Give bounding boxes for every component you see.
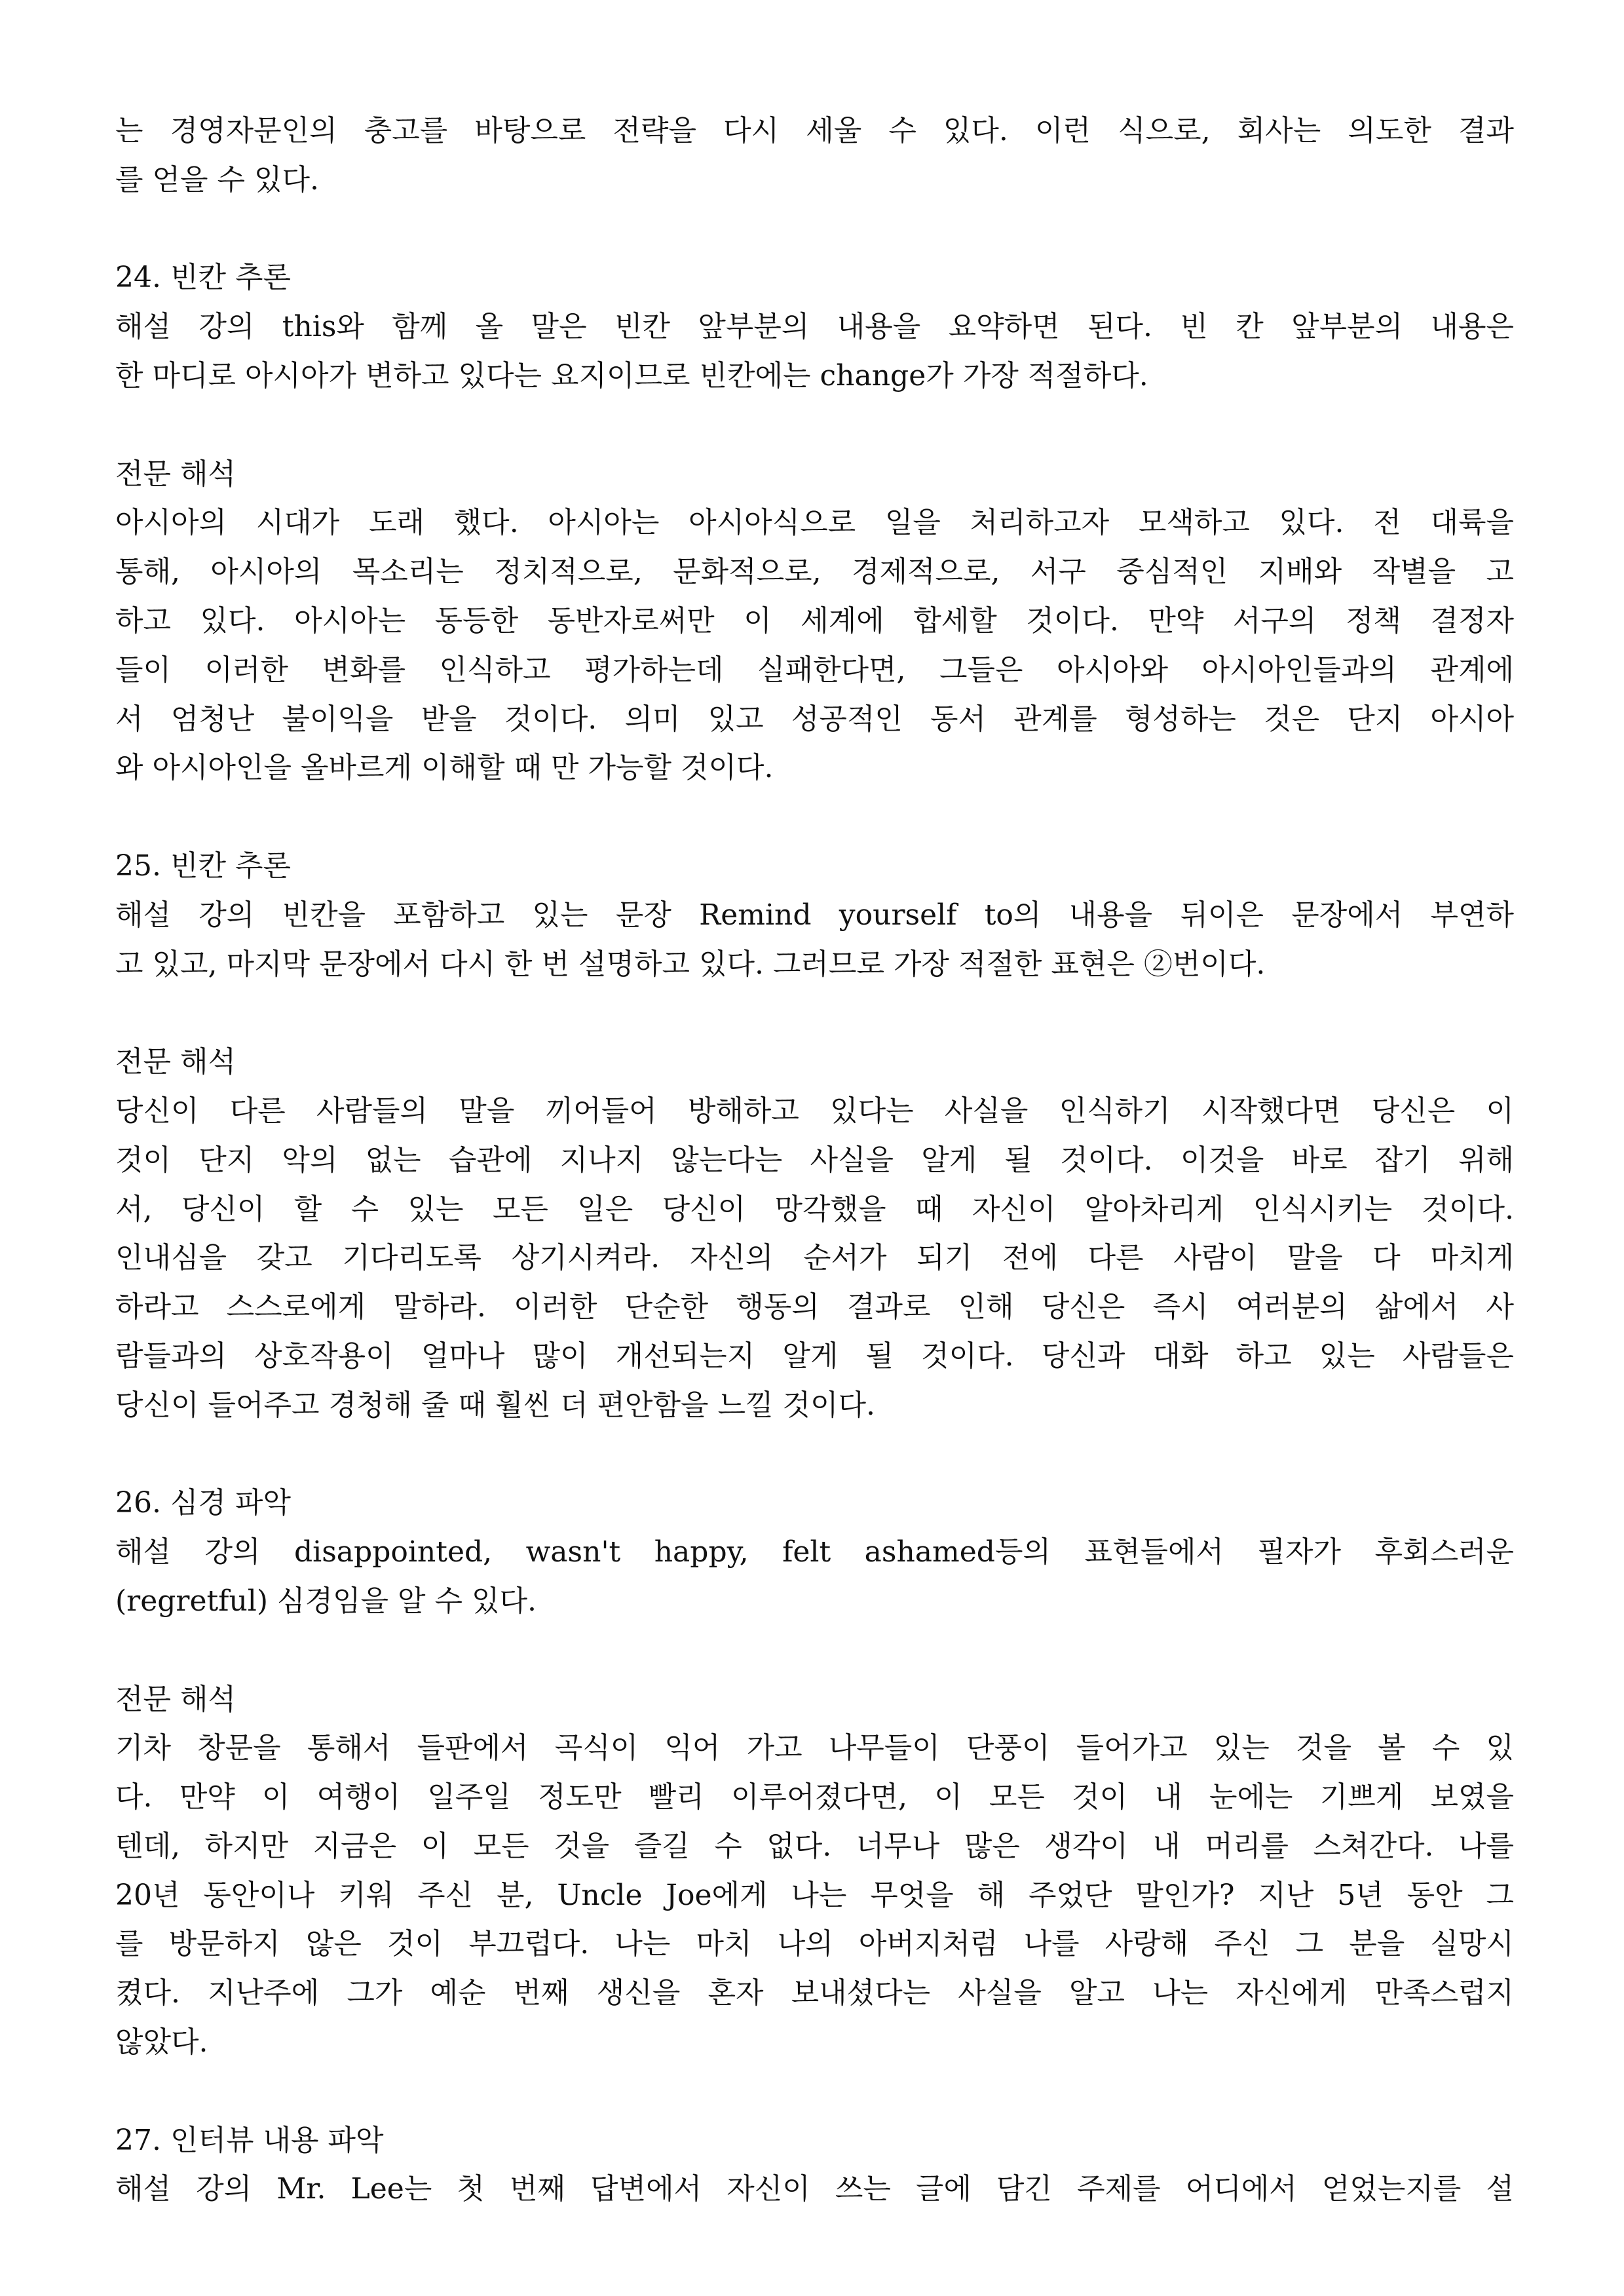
q26-translation-line-5: 를 방문하지 않은 것이 부끄럽다. 나는 마치 나의 아버지처럼 나를 사랑해 주신 그 분을 실망시	[115, 1927, 1514, 1961]
q25-title: 25. 빈칸 추론	[115, 849, 291, 883]
q25-translation-line-6: 람들과의 상호작용이 얼마나 많이 개선되는지 알게 될 것이다. 당신과 대화 하고 있는 사람들은	[115, 1339, 1514, 1373]
paragraph-gap	[115, 2067, 1514, 2116]
q26-translation-line-3: 텐데, 하지만 지금은 이 모든 것을 즐길 수 없다. 너무나 많은 생각이 내 머리를 스쳐간다. 나를	[115, 1829, 1514, 1863]
q24-translation-title: 전문 해석	[115, 457, 236, 491]
paragraph-gap	[115, 1626, 1514, 1675]
q25-translation-line-4: 인내심을 갖고 기다리도록 상기시켜라. 자신의 순서가 되기 전에 다른 사람이 말을 다 마치게	[115, 1241, 1514, 1275]
q26-translation-line-7: 않았다.	[115, 2025, 208, 2059]
q24-title: 24. 빈칸 추론	[115, 261, 291, 295]
q25-translation-line-1: 당신이 다른 사람들의 말을 끼어들어 방해하고 있다는 사실을 인식하기 시작했다면 당신은 이	[115, 1094, 1514, 1128]
q24-translation-line-6: 와 아시아인을 올바르게 이해할 때 만 가능할 것이다.	[115, 751, 774, 785]
q24-commentary-line-1: 해설 강의 this와 함께 올 말은 빈칸 앞부분의 내용을 요약하면 된다. 빈 칸 앞부분의 내용은	[115, 310, 1514, 344]
paragraph-gap	[115, 401, 1514, 450]
q26-title: 26. 심경 파악	[115, 1486, 291, 1520]
document-page	[115, 107, 1514, 2214]
q25-translation-line-5: 하라고 스스로에게 말하라. 이러한 단순한 행동의 결과로 인해 당신은 즉시 여러분의 삶에서 사	[115, 1290, 1514, 1324]
q25-commentary-line-2: 고 있고, 마지막 문장에서 다시 한 번 설명하고 있다. 그러므로 가장 적절한 표현은 ②번이다.	[115, 947, 1266, 981]
q25-translation-title: 전문 해석	[115, 1045, 236, 1079]
q26-translation-title: 전문 해석	[115, 1682, 236, 1716]
q24-translation-line-3: 하고 있다. 아시아는 동등한 동반자로써만 이 세계에 합세할 것이다. 만약 서구의 정책 결정자	[115, 603, 1514, 638]
paragraph-gap	[115, 989, 1514, 1038]
q26-commentary-line-2: (regretful) 심경임을 알 수 있다.	[115, 1584, 537, 1618]
paragraph-gap	[115, 793, 1514, 842]
q26-translation-line-2: 다. 만약 이 여행이 일주일 정도만 빨리 이루어졌다면, 이 모든 것이 내 눈에는 기쁘게 보였을	[115, 1780, 1514, 1814]
paragraph-gap	[115, 1430, 1514, 1480]
q26-translation-line-4: 20년 동안이나 키워 주신 분, Uncle Joe에게 나는 무엇을 해 주었단 말인가? 지난 5년 동안 그	[115, 1878, 1514, 1912]
q26-commentary-line-1: 해설 강의 disappointed, wasn't happy, felt ashamed등의 표현들에서 필자가 후회스러운	[115, 1535, 1514, 1569]
q24-translation-line-2: 통해, 아시아의 목소리는 정치적으로, 문화적으로, 경제적으로, 서구 중심적인 지배와 작별을 고	[115, 555, 1514, 589]
q24-commentary-line-2: 한 마디로 아시아가 변하고 있다는 요지이므로 빈칸에는 change가 가장 적절하다.	[115, 358, 1148, 392]
paragraph-gap	[115, 205, 1514, 254]
q25-translation-line-2: 것이 단지 악의 없는 습관에 지나지 않는다는 사실을 알게 될 것이다. 이것을 바로 잡기 위해	[115, 1143, 1514, 1177]
intro-line-2: 를 얻을 수 있다.	[115, 163, 319, 197]
q26-translation-line-6: 켰다. 지난주에 그가 예순 번째 생신을 혼자 보내셨다는 사실을 알고 나는 자신에게 만족스럽지	[115, 1976, 1514, 2010]
q24-translation-line-5: 서 엄청난 불이익을 받을 것이다. 의미 있고 성공적인 동서 관계를 형성하는 것은 단지 아시아	[115, 702, 1514, 736]
q24-translation-line-4: 들이 이러한 변화를 인식하고 평가하는데 실패한다면, 그들은 아시아와 아시아인들과의 관계에	[115, 653, 1514, 687]
q25-translation-line-3: 서, 당신이 할 수 있는 모든 일은 당신이 망각했을 때 자신이 알아차리게 인식시키는 것이다.	[115, 1192, 1514, 1226]
q26-translation-line-1: 기차 창문을 통해서 들판에서 곡식이 익어 가고 나무들이 단풍이 들어가고 있는 것을 볼 수 있	[115, 1731, 1514, 1765]
q27-title: 27. 인터뷰 내용 파악	[115, 2123, 384, 2157]
q27-commentary-line-1: 해설 강의 Mr. Lee는 첫 번째 답변에서 자신이 쓰는 글에 담긴 주제를 어디에서 얻었는지를 설	[115, 2172, 1514, 2206]
q25-translation-line-7: 당신이 들어주고 경청해 줄 때 훨씬 더 편안함을 느낄 것이다.	[115, 1388, 875, 1422]
q25-commentary-line-1: 해설 강의 빈칸을 포함하고 있는 문장 Remind yourself to의 내용을 뒤이은 문장에서 부연하	[115, 898, 1514, 932]
q24-translation-line-1: 아시아의 시대가 도래 했다. 아시아는 아시아식으로 일을 처리하고자 모색하고 있다. 전 대륙을	[115, 506, 1514, 540]
intro-line-1: 는 경영자문인의 충고를 바탕으로 전략을 다시 세울 수 있다. 이런 식으로, 회사는 의도한 결과	[115, 114, 1514, 147]
